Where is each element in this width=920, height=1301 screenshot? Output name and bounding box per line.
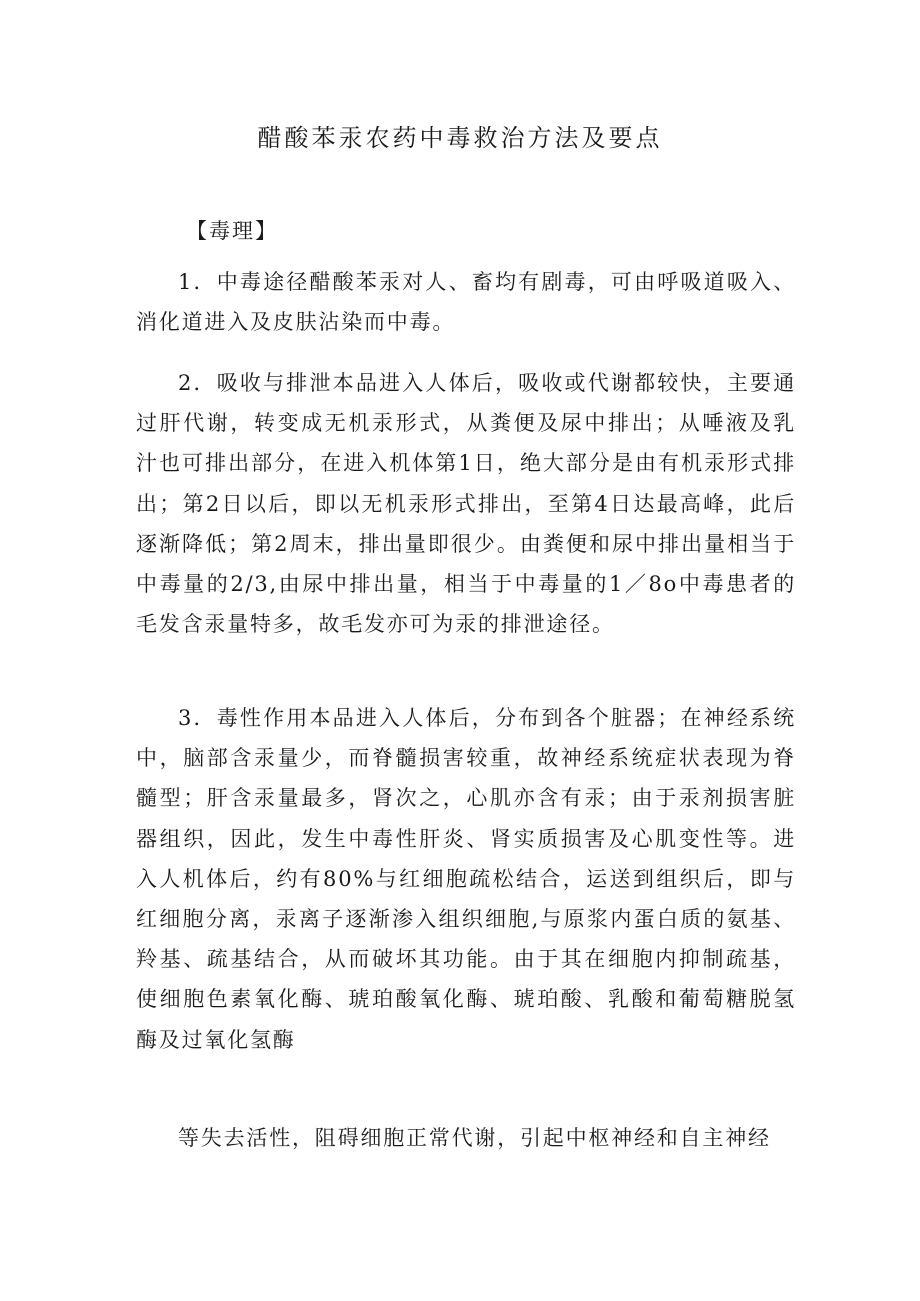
paragraph-absorption-excretion: 2．吸收与排泄本品进入人体后，吸收或代谢都较快，主要通过肝代谢，转变成无机汞形式，从粪便及尿中排出；从唾液及乳汁也可排出部分，在进入机体第1日，绝大部分是由有机汞形式排出；第2日以后，即以无机汞形式排出，至第4日达最高峰，此后逐渐降低；第2周末，排出量即很少。由粪便和尿中排出量相当于中毒量的2/3,由尿中排出量，相当于中毒量的1／8o中毒患者的毛发含汞量特多，故毛发亦可为汞的排泄途径。 (136, 371, 796, 637)
paragraph-2-container (136, 363, 796, 644)
paragraph-1-container (136, 262, 796, 342)
paragraph-toxic-effect: 3．毒性作用本品进入人体后，分布到各个脏器；在神经系统中，脑部含汞量少，而脊髓损害较重，故神经系统症状表现为脊髓型；肝含汞量最多，肾次之，心肌亦含有汞；由于汞剂损害脏器组织，因此，发生中毒性肝炎、肾实质损害及心肌变性等。进入人机体后，约有80%与红细胞疏松结合，运送到组织后，即与红细胞分离，汞离子逐渐渗入组织细胞,与原浆内蛋白质的氨基、羚基、疏基结合，从而破坏其功能。由于其在细胞内抑制疏基，使细胞色素氧化酶、琥珀酸氧化酶、琥珀酸、乳酸和葡萄糖脱氢酶及过氧化氢酶 (136, 706, 796, 1052)
paragraph-route-of-poisoning: 1．中毒途径醋酸苯汞对人、畜均有剧毒，可由呼吸道吸入、消化道进入及皮肤沾染而中毒。 (136, 270, 796, 335)
section-heading: 【毒理】 (186, 219, 278, 243)
paragraph-3-container (136, 698, 796, 1060)
document-title: 醋酸苯汞农药中毒救治方法及要点 (257, 124, 663, 152)
paragraph-4-container (136, 1118, 796, 1158)
paragraph-continuation: 等失去活性，阻碍细胞正常代谢，引起中枢神经和自主神经 (178, 1126, 771, 1150)
